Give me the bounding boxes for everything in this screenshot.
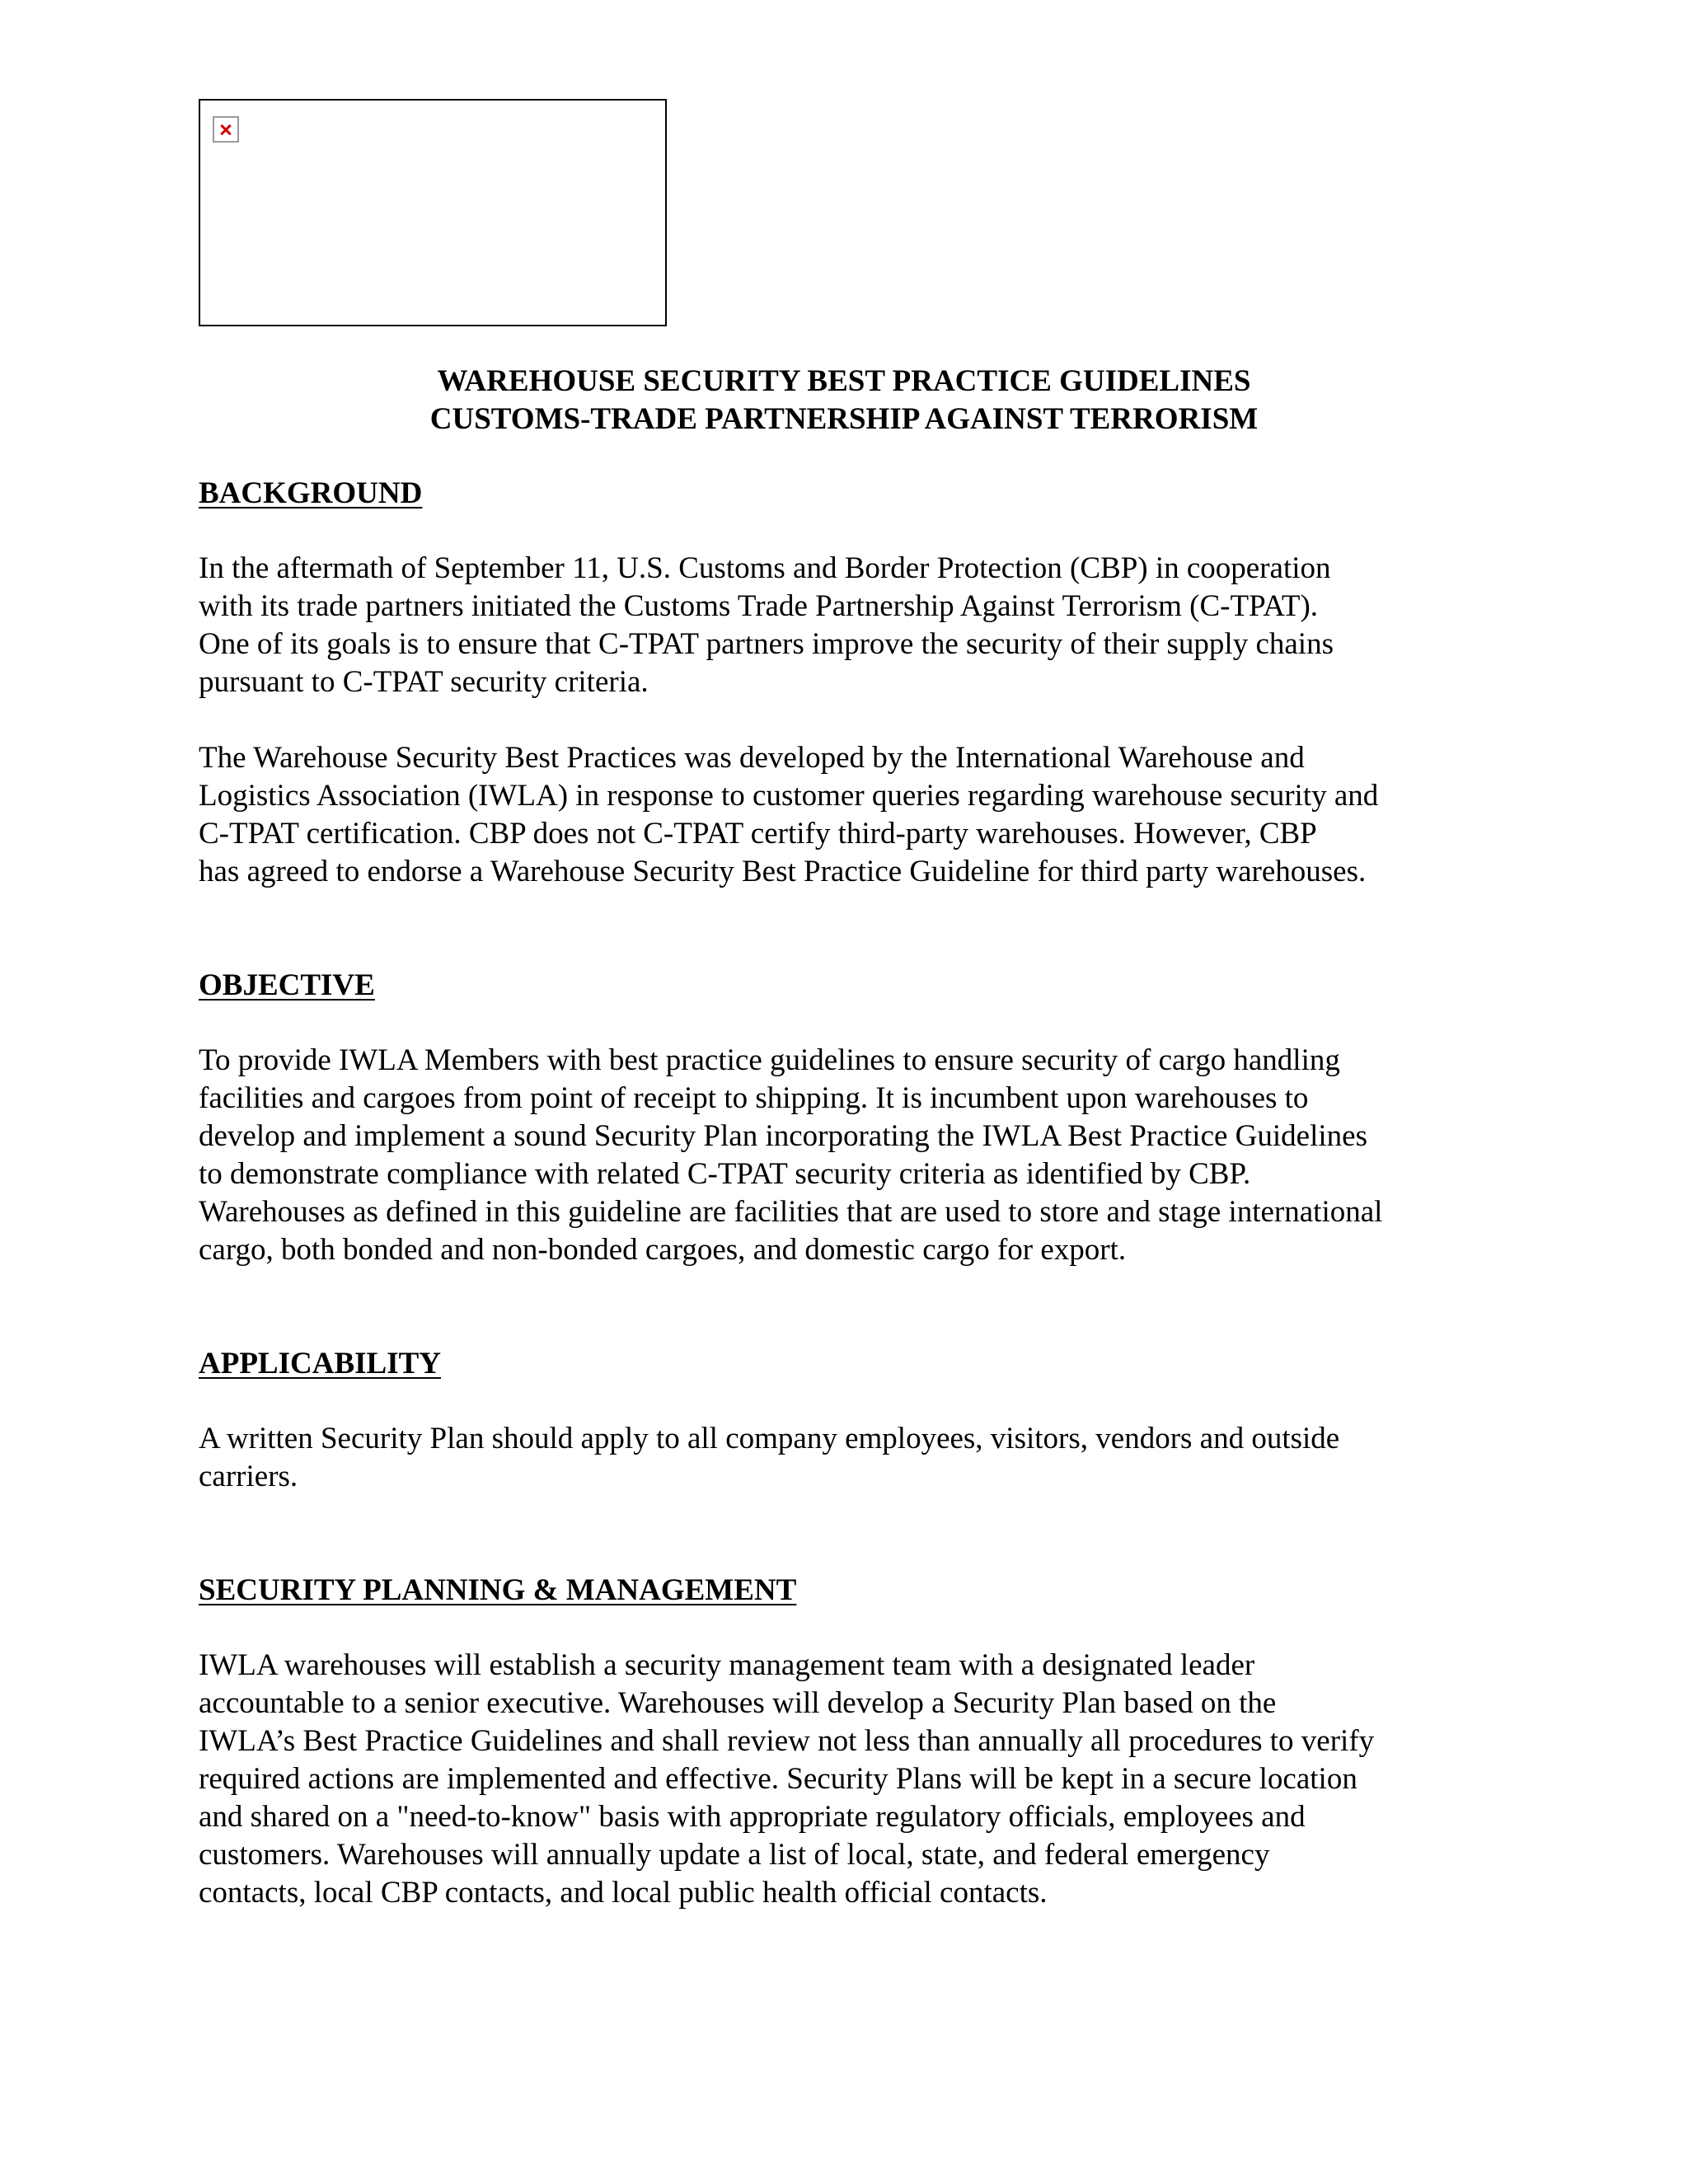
section-heading-security-planning: SECURITY PLANNING & MANAGEMENT (199, 1573, 797, 1607)
document-title (0, 363, 1688, 438)
image-placeholder (199, 99, 667, 326)
section-heading-objective: OBJECTIVE (199, 968, 375, 1002)
text-line: has agreed to endorse a Warehouse Security Best Practice Guideline for third party warehouses. (199, 855, 1367, 888)
section-heading-applicability: APPLICABILITY (199, 1347, 441, 1380)
text-line: IWLA’s Best Practice Guidelines and shall review not less than annually all procedures to verify (199, 1724, 1375, 1758)
text-line: To provide IWLA Members with best practice guidelines to ensure security of cargo handling (199, 1043, 1340, 1077)
text-line: customers. Warehouses will annually update a list of local, state, and federal emergency (199, 1838, 1270, 1872)
text-line: One of its goals is to ensure that C-TPAT partners improve the security of their supply chains (199, 627, 1334, 661)
text-line: In the aftermath of September 11, U.S. Customs and Border Protection (CBP) in cooperation (199, 551, 1331, 585)
paragraph (199, 1042, 1517, 1269)
text-line: cargo, both bonded and non-bonded cargoes, and domestic cargo for export. (199, 1233, 1127, 1267)
text-line: with its trade partners initiated the Customs Trade Partnership Against Terrorism (C-TPAT). (199, 589, 1319, 623)
text-line: A written Security Plan should apply to all company employees, visitors, vendors and outside (199, 1422, 1340, 1455)
paragraph (199, 550, 1517, 701)
text-line: and shared on a "need-to-know" basis with appropriate regulatory officials, employees and (199, 1800, 1306, 1834)
text-line: accountable to a senior executive. Warehouses will develop a Security Plan based on the (199, 1686, 1277, 1720)
section-heading-background: BACKGROUND (199, 476, 423, 510)
paragraph (199, 739, 1517, 891)
broken-image-icon (213, 116, 239, 143)
text-line: contacts, local CBP contacts, and local public health official contacts. (199, 1876, 1048, 1910)
text-line: C-TPAT certification. CBP does not C-TPAT certify third-party warehouses. However, CBP (199, 817, 1317, 851)
text-line: Logistics Association (IWLA) in response to customer queries regarding warehouse security and (199, 779, 1379, 813)
text-line: IWLA warehouses will establish a security management team with a designated leader (199, 1648, 1255, 1682)
text-line: required actions are implemented and effective. Security Plans will be kept in a secure location (199, 1762, 1357, 1796)
text-line: develop and implement a sound Security Plan incorporating the IWLA Best Practice Guidelines (199, 1119, 1367, 1153)
text-line: The Warehouse Security Best Practices was developed by the International Warehouse and (199, 741, 1305, 775)
text-line: to demonstrate compliance with related C-TPAT security criteria as identified by CBP. (199, 1157, 1251, 1191)
text-line: pursuant to C-TPAT security criteria. (199, 665, 649, 699)
title-line: CUSTOMS-TRADE PARTNERSHIP AGAINST TERRORISM (429, 402, 1259, 436)
paragraph (199, 1647, 1517, 1912)
text-line: carriers. (199, 1460, 298, 1493)
text-line: Warehouses as defined in this guideline are facilities that are used to store and stage international (199, 1195, 1383, 1229)
title-line: WAREHOUSE SECURITY BEST PRACTICE GUIDELINES (437, 364, 1251, 398)
paragraph (199, 1420, 1517, 1496)
text-line: facilities and cargoes from point of receipt to shipping. It is incumbent upon warehouses to (199, 1081, 1309, 1115)
